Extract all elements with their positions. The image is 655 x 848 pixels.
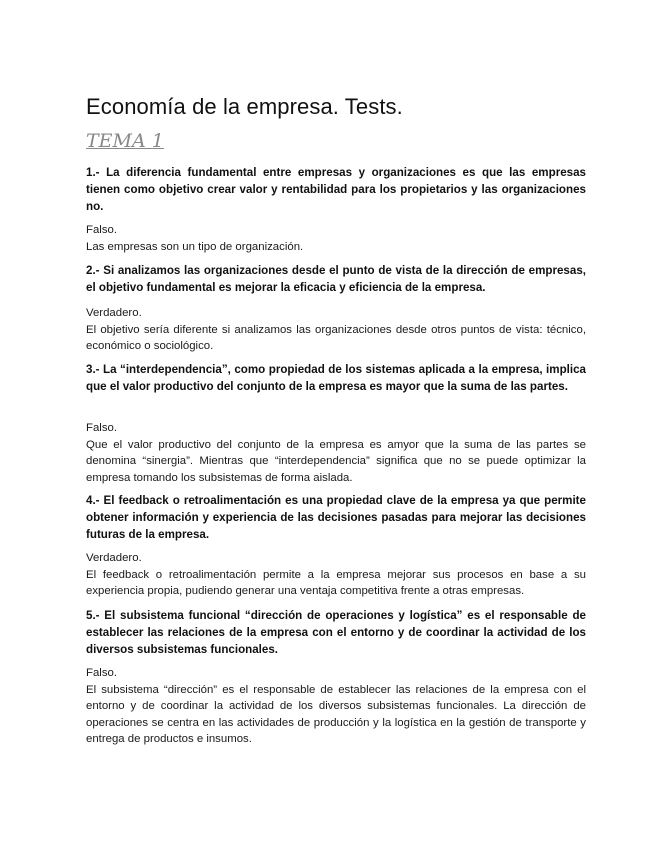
answer-1 [86, 222, 586, 255]
document-title: Economía de la empresa. Tests. [86, 94, 403, 119]
answer-2-verdict: Verdadero. [86, 307, 142, 319]
question-4: 4.- El feedback o retroalimentación es una propiedad clave de la empresa ya que permite obtener información y experiencia de las decisiones pasadas para mejorar las decisiones futuras de la empresa. [86, 494, 586, 541]
answer-2 [86, 305, 586, 355]
question-3: 3.- La “interdependencia”, como propiedad de los sistemas aplicada a la empresa, implica que el valor productivo del conjunto de la empresa es mayor que la suma de las partes. [86, 363, 586, 393]
answer-2-explanation: El objetivo sería diferente si analizamos las organizaciones desde otros puntos de vista: técnico, económico o sociológico. [86, 323, 586, 352]
answer-4 [86, 550, 586, 600]
answer-4-explanation: El feedback o retroalimentación permite a la empresa mejorar sus procesos en base a su experiencia propia, pudiendo generar una ventaja competitiva frente a otras empresas. [86, 568, 586, 597]
answer-3-explanation: Que el valor productivo del conjunto de la empresa es amyor que la suma de las partes se denomina “sinergia”. Mientras que “interdependencia” significa que no se puede optimizar la empresa tomando los subsistemas de forma aislada. [86, 438, 586, 484]
answer-3 [86, 420, 586, 486]
question-5: 5.- El subsistema funcional “dirección de operaciones y logística” es el responsable de establecer las relaciones de la empresa con el entorno y de coordinar la actividad de los diversos subsistemas funcionales. [86, 609, 586, 656]
answer-1-explanation: Las empresas son un tipo de organización. [86, 240, 304, 253]
answer-5-verdict: Falso. [86, 667, 118, 679]
answer-5 [86, 665, 586, 748]
answer-4-verdict: Verdadero. [86, 552, 142, 564]
question-2: 2.- Si analizamos las organizaciones desde el punto de vista de la dirección de empresas, el objetivo fundamental es mejorar la eficacia y eficiencia de la empresa. [86, 264, 586, 294]
answer-3-verdict: Falso. [86, 422, 118, 434]
question-1: 1.- La diferencia fundamental entre empresas y organizaciones es que las empresas tienen como objetivo crear valor y rentabilidad para los propietarios y las organizaciones no. [86, 166, 586, 213]
section-heading: TEMA 1 [86, 130, 164, 152]
answer-1-verdict: Falso. [86, 224, 118, 236]
answer-5-explanation: El subsistema “dirección” es el responsable de establecer las relaciones de la empresa con el entorno y de coordinar la actividad de los diversos subsistemas funcionales. La dirección de operaciones se centra en las actividades de producción y la logística en la gestión de transporte y entrega de productos e insumos. [86, 683, 586, 745]
